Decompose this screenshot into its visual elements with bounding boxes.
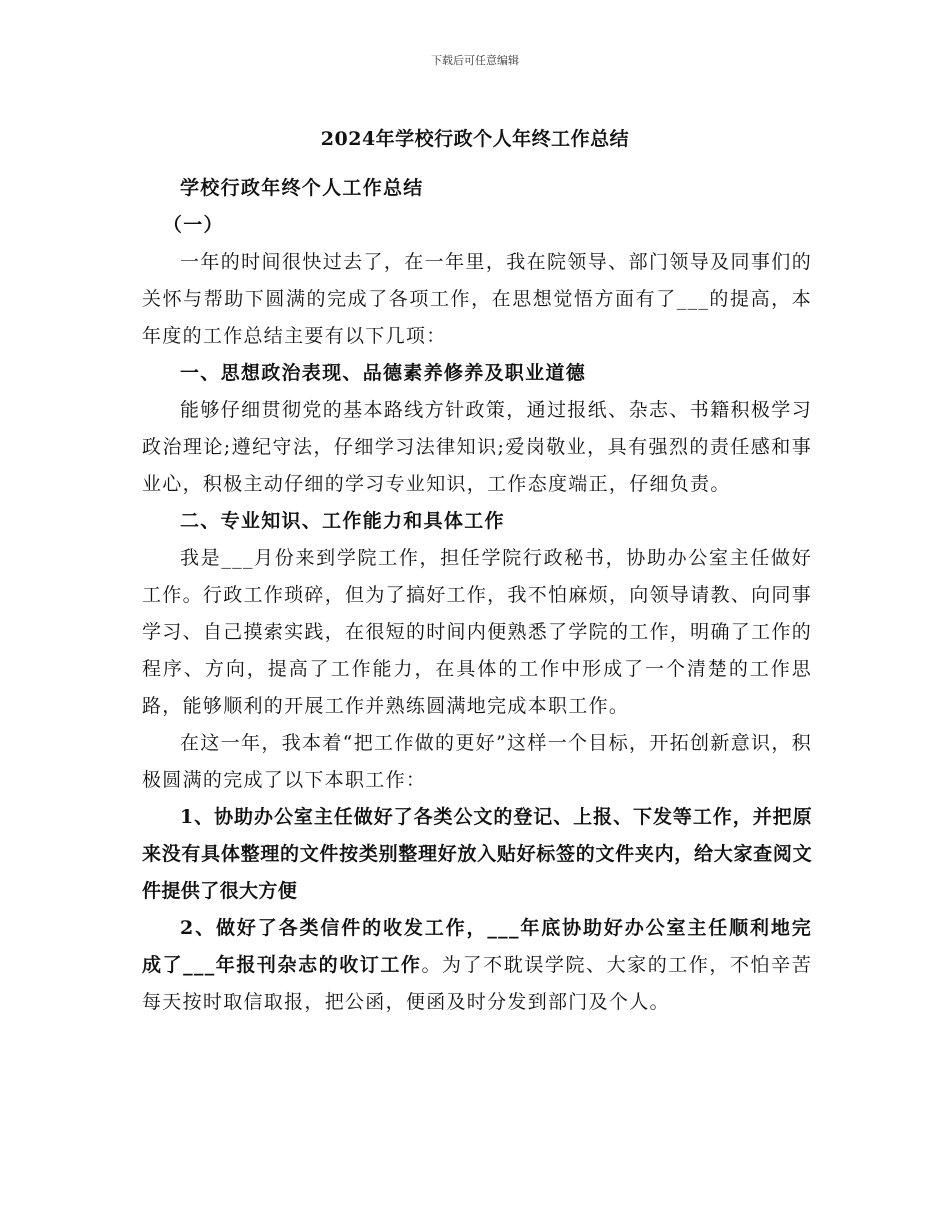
document-body [142,170,812,1021]
work-item-2-bold: 2、做好了各类信件的收发工作，___年底协助好办公室主任顺利地完成了___年报刊杂志的收订工作 [142,917,812,976]
work-item-1: 1、协助办公室主任做好了各类公文的登记、上报、下发等工作，并把原来没有具体整理的文件按类别整理好放入贴好标签的文件夹内，给大家查阅文件提供了很大方便 [142,806,812,902]
download-note: 下载后可任意编辑 [431,54,519,67]
section-heading-2: 二、专业知识、工作能力和具体工作 [180,510,505,532]
intro-paragraph: 一年的时间很快过去了，在一年里，我在院领导、部门领导及同事们的关怀与帮助下圆满的完成了各项工作，在思想觉悟方面有了___的提高，本年度的工作总结主要有以下几项： [142,251,812,347]
section-paragraph-1: 能够仔细贯彻党的基本路线方针政策，通过报纸、杂志、书籍积极学习政治理论;遵纪守法，仔细学习法律知识;爱岗敬业，具有强烈的责任感和事业心，积极主动仔细的学习专业知识，工作态度端正，仔细负责。 [142,399,812,495]
document-title: 2024年学校行政个人年终工作总结 [320,128,630,150]
section-heading-1: 一、思想政治表现、品德素养修养及职业道德 [180,362,587,384]
section-paragraph-3: 在这一年，我本着“把工作做的更好”这样一个目标，开拓创新意识，积极圆满的完成了以下本职工作： [142,732,812,791]
work-item-2 [142,910,812,1021]
work-item-2-rest: 。为了不耽误学院、大家的工作，不怕辛苦每天按时取信取报，把公函，便函及时分发到部门及个人。 [142,954,812,1013]
subtitle: 学校行政年终个人工作总结 [180,177,424,199]
part-label: （一） [162,214,224,236]
section-paragraph-2: 我是___月份来到学院工作，担任学院行政秘书，协助办公室主任做好工作。行政工作琐碎，但为了搞好工作，我不怕麻烦，向领导请教、向同事学习、自己摸索实践，在很短的时间内便熟悉了学院的工作，明确了工作的程序、方向，提高了工作能力，在具体的工作中形成了一个清楚的工作思路，能够顺利的开展工作并熟练圆满地完成本职工作。 [142,547,812,717]
